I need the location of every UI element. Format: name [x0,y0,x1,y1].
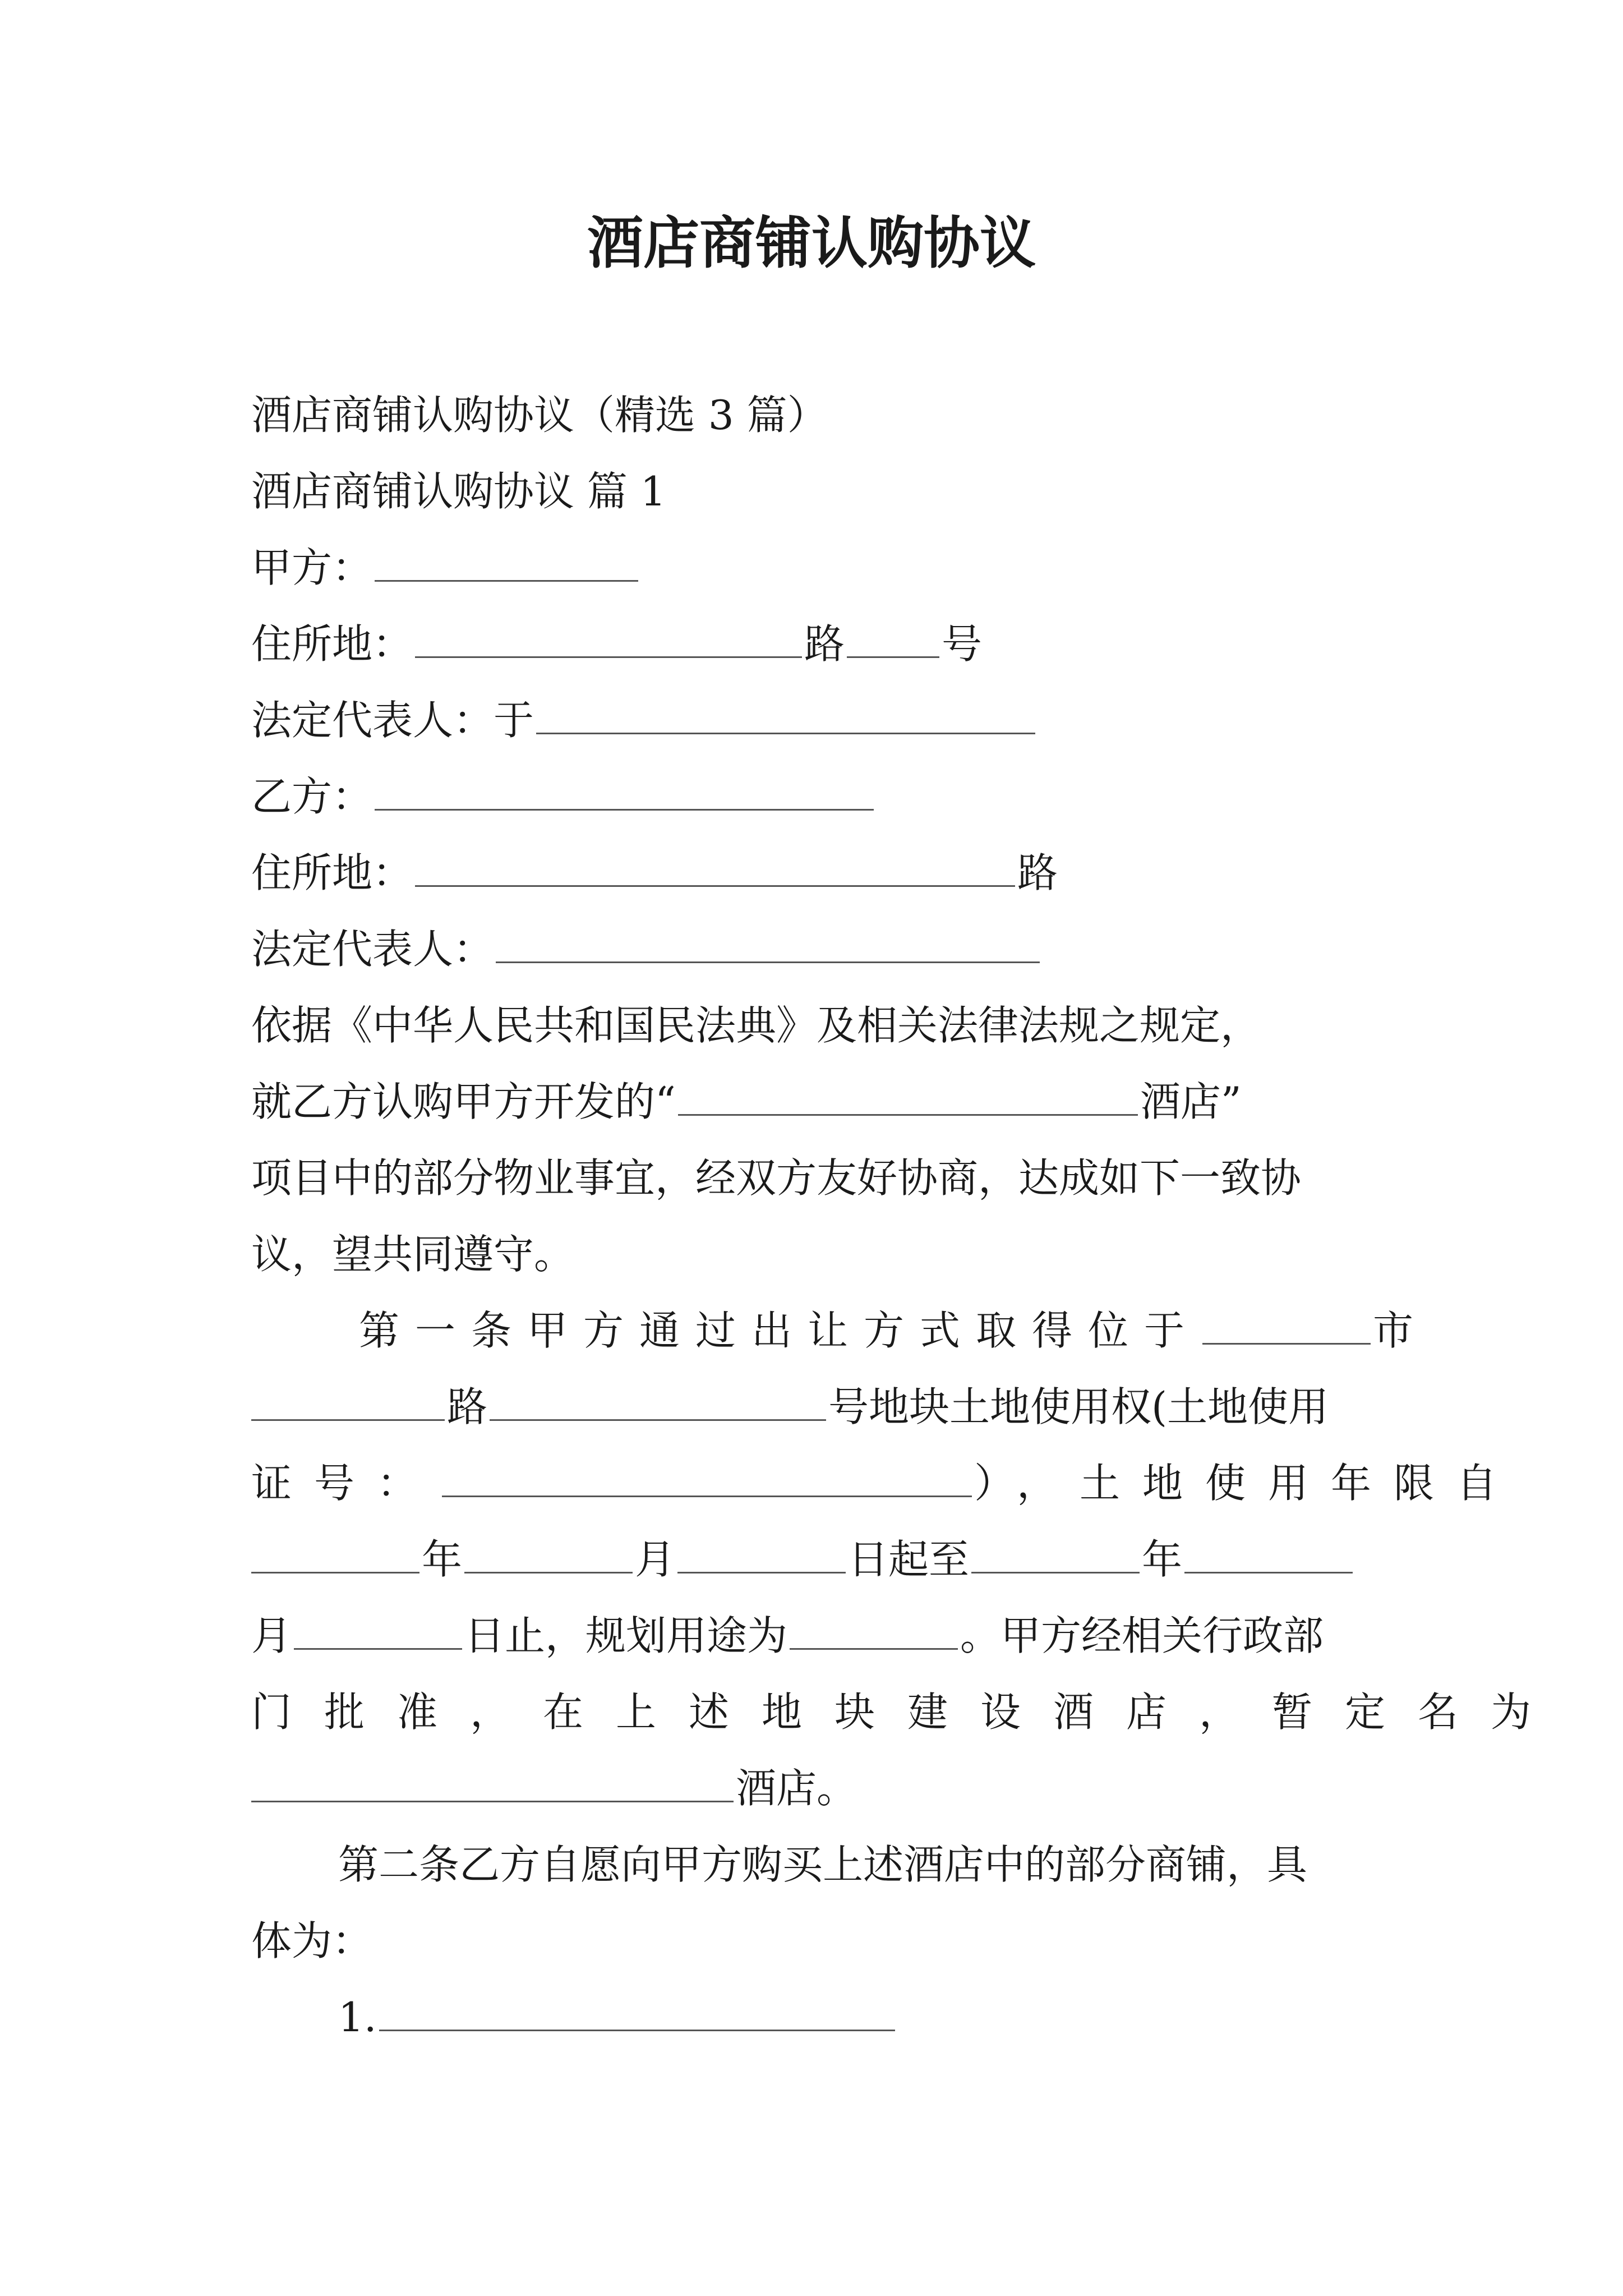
article1-line-3 [251,1455,1520,1511]
article1-line-5 [251,1608,1373,1664]
item-number: 1. [338,1994,377,2041]
document-title: 酒店商铺认购协议 [587,210,1036,276]
article1-text: 月 [251,1612,292,1659]
article1-text: 年 [1142,1536,1183,1583]
plot-number-blank[interactable] [490,1382,826,1421]
party-b-address-line [251,845,1373,901]
party-a-blank[interactable] [375,543,638,582]
start-month-blank[interactable] [464,1535,633,1573]
party-b-rep-line [251,921,1373,977]
article1-text: 第一条甲方通过出让方式取得位于 [359,1307,1201,1354]
party-b-line [251,769,1373,825]
end-day-blank[interactable] [294,1611,462,1650]
party-b-blank[interactable] [375,772,874,811]
party-a-line [251,540,1373,596]
article1-text: 证号： [251,1460,440,1507]
party-a-label: 甲方： [251,544,373,591]
article1-text: 路 [447,1383,488,1430]
article2-item-1 [338,1989,1460,2045]
party-b-rep-blank[interactable] [496,924,1040,963]
document-subtitle: 酒店商铺认购协议（精选 3 篇） [251,392,828,439]
hotel-tentative-name-blank[interactable] [251,1764,734,1802]
party-b-rep-label: 法定代表人： [251,926,494,973]
party-b-address-blank[interactable] [415,848,1015,887]
party-b-road-label: 路 [1017,849,1058,896]
preamble-line-4: 议，望共同遵守。 [251,1231,575,1278]
article1-line-2 [251,1379,1373,1435]
party-a-address-line [251,616,1373,672]
road-blank[interactable] [251,1382,445,1421]
article1-line-4 [251,1531,1373,1588]
start-day-blank[interactable] [677,1535,846,1573]
party-a-number-blank[interactable] [847,619,939,658]
article1-text: 酒店。 [736,1765,857,1812]
party-a-address-label: 住所地： [251,620,413,668]
party-a-address-blank[interactable] [415,619,802,658]
article1-line-7 [251,1760,1373,1816]
planned-use-blank[interactable] [790,1611,958,1650]
article1-line-1 [359,1303,1481,1359]
start-year-blank[interactable] [251,1535,419,1573]
end-month-blank[interactable] [1184,1535,1353,1573]
preamble-line-3: 项目中的部分物业事宜，经双方友好协商，达成如下一致协 [251,1154,1302,1202]
article1-text: 日起至 [848,1536,970,1583]
party-b-label: 乙方： [251,773,373,820]
article1-text: 日止，规划用途为 [464,1612,788,1659]
shop-item-1-blank[interactable] [379,1993,895,2031]
article2-line-2: 体为： [251,1917,373,1964]
party-b-address-label: 住所地： [251,849,413,896]
party-a-rep-blank[interactable] [536,696,1035,734]
article1-text: 年 [422,1536,463,1583]
party-a-number-label: 号 [942,620,983,668]
article1-text: 。甲方经相关行政部 [960,1612,1324,1659]
preamble-text: 就乙方认购甲方开发的“ [251,1078,676,1125]
article1-text: 号地块土地使用权(土地使用 [828,1383,1329,1430]
party-a-rep-line [251,692,1373,748]
land-certificate-blank[interactable] [442,1458,972,1497]
article1-text: ），土地使用年限自 [974,1460,1520,1507]
preamble-line-2 [251,1074,1373,1130]
article1-line-6: 门批准，在上述地块建设酒店，暂定名为 [251,1688,1564,1736]
section-heading: 酒店商铺认购协议 篇 1 [251,468,666,515]
article1-text: 月 [635,1536,676,1583]
article1-text: 市 [1373,1307,1414,1354]
party-a-rep-label: 法定代表人：于 [251,697,534,744]
preamble-text: 酒店” [1140,1078,1242,1125]
party-a-road-label: 路 [804,620,845,668]
city-blank[interactable] [1202,1306,1371,1345]
preamble-line-1: 依据《中华人民共和国民法典》及相关法律法规之规定， [251,1002,1261,1049]
article2-line-1: 第二条乙方自愿向甲方购买上述酒店中的部分商铺，具 [338,1841,1308,1888]
end-year-blank[interactable] [971,1535,1140,1573]
hotel-name-blank[interactable] [678,1077,1138,1116]
